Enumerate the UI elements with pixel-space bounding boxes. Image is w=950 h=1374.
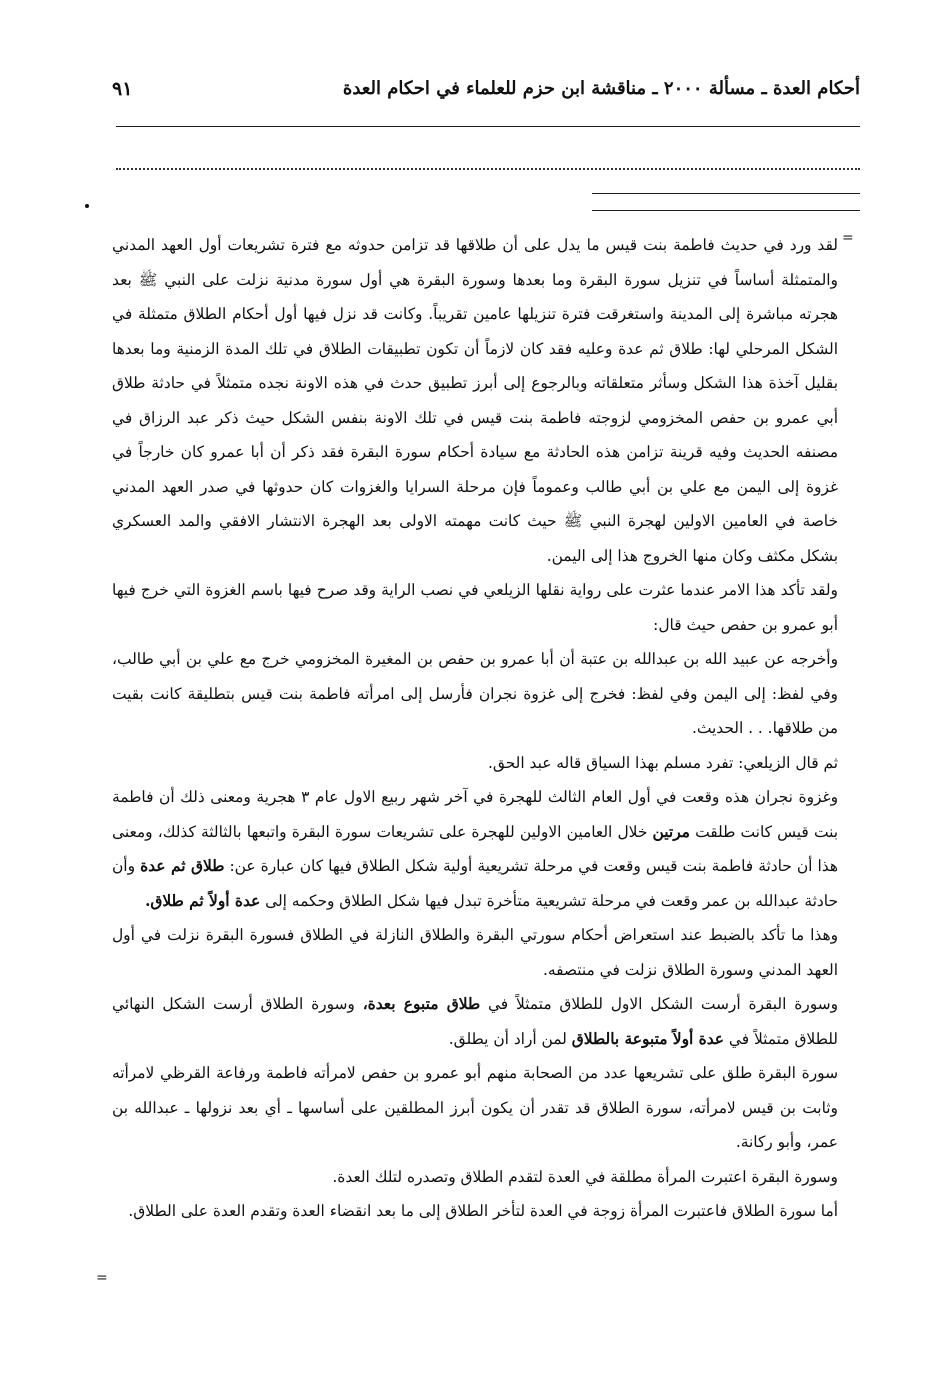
text-run: خلال العامين الاولين للهجرة على تشريعات سورة البقرة واتبعها بالثالثة كذلك، ومعنى هذا أن حادثة فاطمة بنت قيس وقعت في مرحلة تشريعية أولية شكل الطلاق فيها كان عبارة عن: <box>112 822 838 875</box>
paragraph <box>112 1056 838 1160</box>
paragraph <box>112 987 838 1056</box>
body-text <box>112 228 838 1229</box>
page-number: ٩١ <box>112 78 133 100</box>
text-run: وسورة الطلاق أرست الشكل النهائي للطلاق متمثلاً في <box>112 995 838 1048</box>
bold-phrase: عدة أولاً ثم طلاق. <box>145 891 261 910</box>
text-run: ولقد تأكد هذا الامر عندما عثرت على رواية نقلها الزيلعي في نصب الراية وقد صرح فيها باسم الغزوة التي خرج فيها أبو عمرو بن حفص حيث قال: <box>112 581 838 634</box>
footnote-rule <box>592 193 860 194</box>
margin-mark-top: = <box>842 230 854 246</box>
dotted-separator <box>116 168 860 170</box>
text-run: لمن أراد أن يطلق. <box>448 1029 572 1048</box>
bold-phrase: طلاق متبوع بعدة، <box>362 995 481 1013</box>
scan-dot <box>85 204 89 208</box>
text-run: وسورة البقرة اعتبرت المرأة مطلقة في العدة لتقدم الطلاق وتصدره لتلك العدة. <box>332 1167 838 1186</box>
footnote-rule-lower <box>592 210 860 211</box>
header-rule <box>116 126 860 127</box>
paragraph <box>112 780 838 918</box>
bold-phrase: طلاق ثم عدة <box>140 857 225 875</box>
bold-phrase: مرتين <box>652 822 690 841</box>
text-run: وسورة البقرة أرست الشكل الاول للطلاق متمثلاً في <box>480 995 838 1013</box>
paragraph <box>112 642 838 746</box>
paragraph <box>112 746 838 781</box>
text-run: وغزوة نجران هذه وقعت في أول العام الثالث للهجرة في آخر شهر ربيع الاول عام ٣ هجرية ومعنى ذلك أن فاطمة بنت قيس كانت طلقت <box>112 788 839 841</box>
page-header <box>112 78 860 114</box>
text-run: أما سورة الطلاق فاعتبرت المرأة زوجة في العدة لتأخر الطلاق إلى ما بعد انقضاء العدة وتقدم العدة على الطلاق. <box>128 1202 838 1220</box>
running-title: أحكام العدة ـ مسألة ٢٠٠٠ ـ مناقشة ابن حزم للعلماء في احكام العدة <box>342 78 860 99</box>
text-run: وهذا ما تأكد بالضبط عند استعراض أحكام سورتي البقرة والطلاق النازلة في الطلاق فسورة البقرة نزلت في أول العهد المدني وسورة الطلاق نزلت في منتصفه. <box>112 926 838 979</box>
paragraph <box>112 573 838 642</box>
text-run: سورة البقرة طلق على تشريعها عدد من الصحابة منهم أبو عمرو بن حفص لامرأته فاطمة ورفاعة القرظي لامرأته وثابت بن قيس لامرأته، سورة الطلاق قد تقدر أن يكون أبرز المطلقين على أساسها ـ أي بعد نزولها ـ عبدالله بن عمر، وأبو ركانة. <box>112 1064 838 1151</box>
text-run: وأخرجه عن عبيد الله بن عبدالله بن عتبة أن أبا عمرو بن حفص بن المغيرة المخزومي خرج مع علي بن أبي طالب، وفي لفظ: إلى اليمن وفي لفظ: فخرج إلى غزوة نجران فأرسل إلى امرأته فاطمة بنت قيس بتطليقة كانت بقيت من طلاقها. . . الحديث. <box>112 650 838 737</box>
paragraph <box>112 228 838 573</box>
text-run: ثم قال الزيلعي: تفرد مسلم بهذا السياق قاله عبد الحق. <box>487 753 838 772</box>
paragraph <box>112 1160 838 1195</box>
text-run: لقد ورد في حديث فاطمة بنت قيس ما يدل على أن طلاقها قد تزامن حدوثه مع فترة تشريعات أول العهد المدني والمتمثلة أساساً في تنزيل سورة البقرة وما بعدها وسورة البقرة هي أول سورة مدنية نزلت على النبي ﷺ بعد هجرته مباشرة إلى المدينة واستغرقت فترة تنزيلها عامين تقريباً. وكانت قد نزل فيها أول أحكام الطلاق متمثلة في الشكل المرحلي لها: طلاق ثم عدة وعليه فقد كان لازماً أن تكون تطبيقات الطلاق في تلك المدة الزمنية وما بعدها بقليل آخذة هذا الشكل وسأثر متعلقاته وبالرجوع إلى أبرز تطبيق حدث في هذه الاونة نجده متمثلاً في حادثة طلاق أبي عمرو بن حفص المخزومي لزوجته فاطمة بنت قيس في تلك الاونة بنفس الشكل حيث ذكر عبد الرزاق في مصنفه الحديث وفيه قرينة تزامن هذه الحادثة مع سيادة أحكام سورة البقرة فقد ذكر أن أبا عمرو كان خارجاً في غزوة إلى اليمن مع علي بن أبي طالب وعموماً فإن مرحلة السرايا والغزوات كان حدوثها في صدر العهد المدني خاصة في العامين الاولين لهجرة النبي ﷺ حيث كانت مهمته الاولى بعد الهجرة الانتشار الافقي والمد العسكري بشكل مكثف وكان منها الخروج هذا إلى اليمن. <box>112 236 838 565</box>
margin-mark-bottom: = <box>96 1270 108 1286</box>
bold-phrase: عدة أولاً متبوعة بالطلاق <box>571 1029 724 1048</box>
paragraph <box>112 1194 838 1229</box>
paragraph <box>112 918 838 987</box>
text-run: وأن حادثة عبدالله بن عمر وقعت في مرحلة تشريعية متأخرة تبدل فيها شكل الطلاق وحكمه إلى <box>112 857 838 910</box>
